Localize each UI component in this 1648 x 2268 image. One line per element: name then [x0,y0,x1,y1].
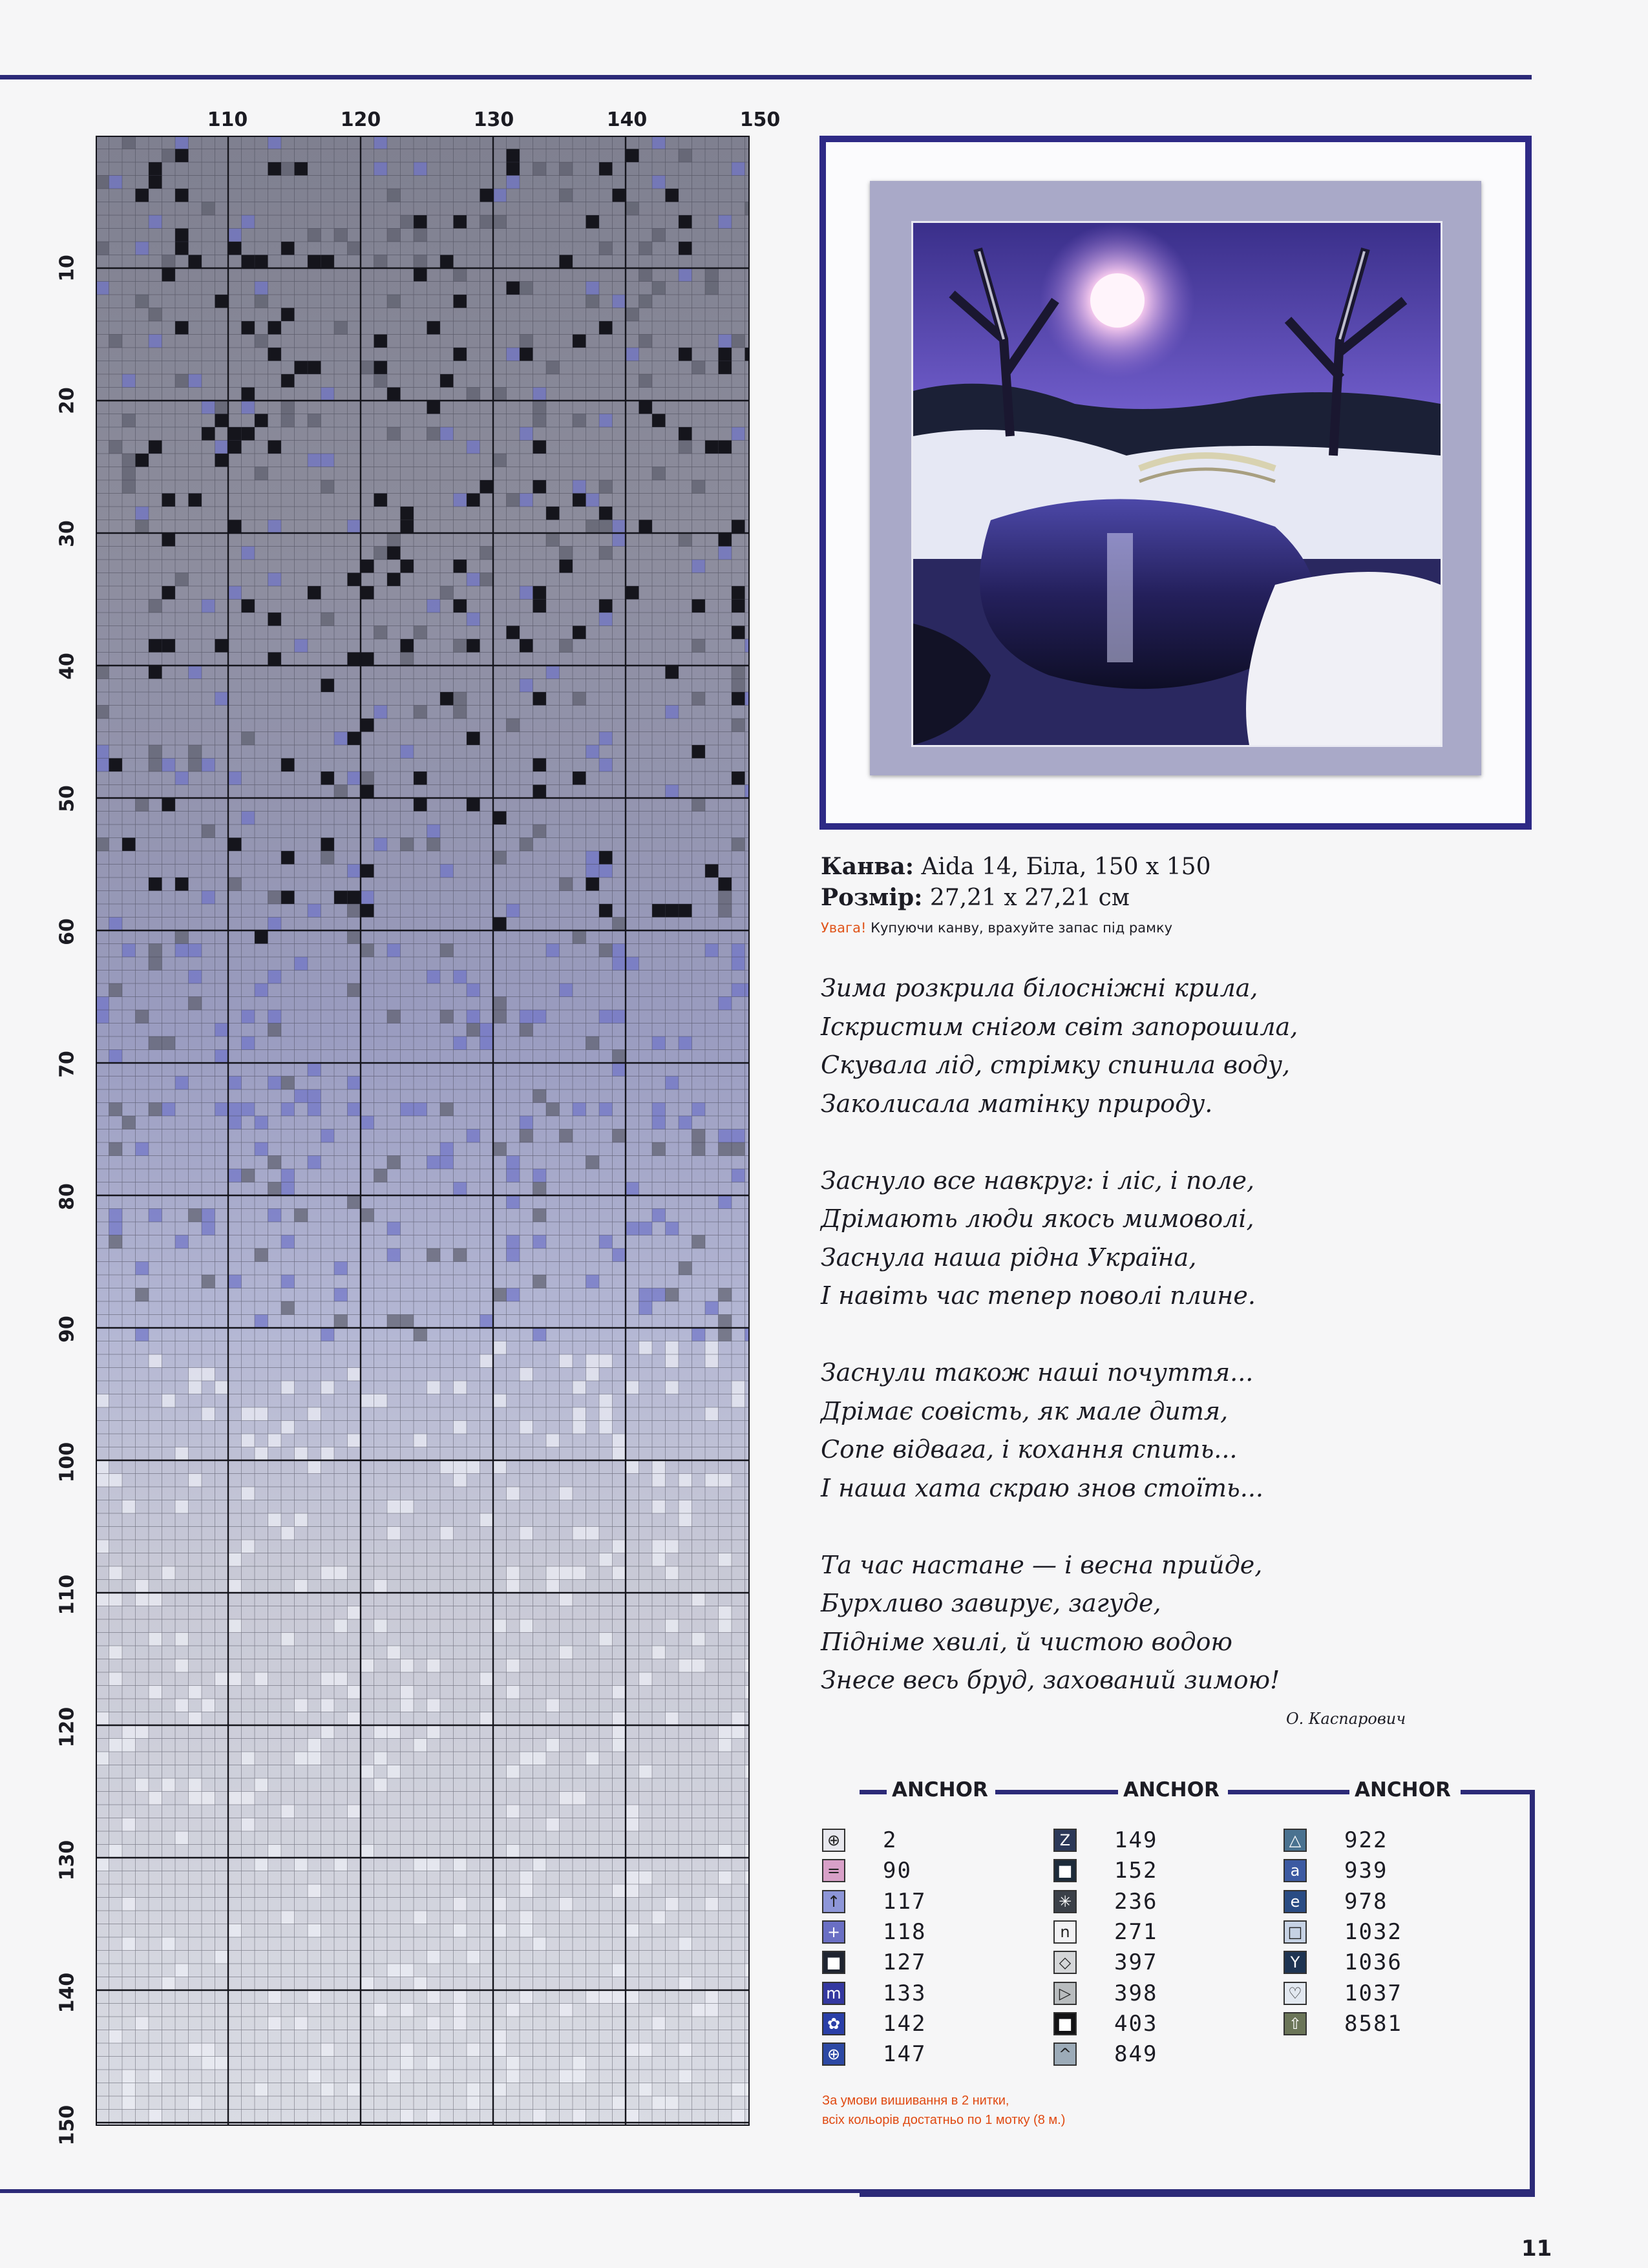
top-axis-label: 110 [207,109,248,131]
key-header-2: ANCHOR [1118,1778,1225,1801]
anchor-code: 271 [1114,1918,1158,1945]
poem-stanza [821,1162,1402,1316]
size-spec [821,884,1130,911]
key-entry [822,1948,926,1977]
poem-line: І наша хата скраю знов стоїть... [821,1473,1263,1502]
canvas-spec [821,853,1210,880]
poem-line: Дрімає совість, як мале дитя, [821,1396,1229,1425]
anchor-code: 2 [883,1827,898,1853]
anchor-code: 147 [883,2041,927,2068]
key-rule [1228,1790,1351,1794]
key-entry [1284,1918,1402,1946]
warning-label: Увага! [821,920,867,936]
poem-line: Підніме хвилі, й чистою водою [821,1627,1232,1656]
size-label: Розмір: [821,884,923,911]
poem-line: Та час настане — і весна прийде, [821,1550,1263,1579]
poem-stanza [821,1354,1402,1507]
key-entry [1053,1856,1157,1885]
warning-text: Купуючи канву, врахуйте запас під рамку [871,920,1173,936]
size-value: 27,21 х 27,21 см [929,885,1130,911]
color-key-box [860,1790,1535,2197]
left-axis-label: 20 [56,387,79,415]
poem-line: Заснуло все навкруг: і ліс, і поле, [821,1166,1255,1195]
key-entry [1053,2010,1157,2038]
poem [821,969,1402,1738]
left-axis-label: 80 [56,1183,79,1210]
thread-swatch: □ [1284,1920,1307,1944]
anchor-code: 152 [1114,1858,1158,1884]
left-axis-label: 110 [56,1574,79,1615]
thread-note-line: За умови вишивання в 2 нитки, [822,2094,1009,2108]
left-axis-label: 150 [56,2105,79,2146]
anchor-code: 398 [1114,1980,1158,2006]
key-entry [1284,1887,1388,1916]
poem-line: Заколисала матінку природу. [821,1089,1213,1118]
thread-swatch: ⊕ [822,1829,845,1852]
anchor-code: 397 [1114,1949,1158,1976]
anchor-code: 1032 [1344,1918,1402,1945]
key-entry [1053,2040,1157,2068]
thread-swatch: a [1284,1859,1307,1882]
anchor-code: 127 [883,1949,927,1976]
poem-line: Заснула наша рідна Україна, [821,1243,1197,1272]
key-entry [1284,2010,1402,2038]
thread-swatch: ▷ [1053,1982,1077,2005]
thread-swatch: n [1053,1920,1077,1944]
thread-swatch: ◇ [1053,1951,1077,1974]
anchor-code: 922 [1344,1827,1388,1853]
poem-line: І навіть час тепер поволі плине. [821,1281,1256,1310]
key-entry [1284,1826,1388,1854]
anchor-code: 236 [1114,1888,1158,1915]
cross-stitch-chart [96,136,750,2126]
key-entry [822,2010,926,2038]
key-entry [1053,1979,1157,2008]
top-axis-label: 140 [606,109,648,131]
poem-line: Бурхливо завирує, загуде, [821,1589,1161,1617]
left-axis-label: 140 [56,1972,79,2013]
thread-swatch: Z [1053,1829,1077,1852]
anchor-code: 849 [1114,2041,1158,2068]
finished-embroidery-photo [911,221,1442,747]
thread-swatch: ♡ [1284,1982,1307,2005]
thread-swatch: ⊕ [822,2042,845,2066]
left-axis-label: 40 [56,653,79,680]
thread-swatch: m [822,1982,845,2005]
anchor-code: 1037 [1344,1980,1402,2006]
key-entry [822,2040,926,2068]
canvas-value: Aida 14, Біла, 150 х 150 [921,854,1211,880]
thread-swatch: ■ [1053,1859,1077,1882]
key-entry [1284,1948,1402,1977]
key-entry [822,1826,897,1854]
left-axis-label: 10 [56,255,79,282]
poem-line: Сопе відвага, і кохання спить... [821,1435,1238,1464]
poem-line: Знесе весь бруд, захований зимою! [821,1666,1280,1694]
key-entry [822,1918,926,1946]
thread-swatch: ✿ [822,2012,845,2035]
top-axis-label: 150 [739,109,781,131]
canvas-label: Канва: [821,853,914,880]
left-axis-label: 90 [56,1316,79,1343]
poem-line: Скувала лід, стрімку спинила воду, [821,1051,1291,1079]
key-rule [1461,1790,1535,1794]
poem-line: Зима розкрила білосніжні крила, [821,974,1258,1002]
left-axis-label: 60 [56,918,79,945]
poem-author: О. Каспарович [1286,1710,1406,1728]
anchor-code: 142 [883,2010,927,2037]
key-entry [822,1856,912,1885]
poem-line: Дрімають люди якось мимоволі, [821,1204,1254,1233]
left-axis-label: 130 [56,1840,79,1880]
thread-swatch: = [822,1859,845,1882]
anchor-code: 90 [883,1858,912,1884]
top-axis-label: 130 [473,109,514,131]
thread-swatch: ■ [1053,2012,1077,2035]
thread-swatch: Y [1284,1951,1307,1974]
key-header-1: ANCHOR [887,1778,993,1801]
thread-swatch: △ [1284,1829,1307,1852]
top-rule [0,75,1532,79]
left-axis-label: 70 [56,1050,79,1078]
key-header-3: ANCHOR [1349,1778,1456,1801]
key-rule [995,1790,1125,1794]
top-axis-label: 120 [340,109,381,131]
left-axis-label: 30 [56,520,79,547]
key-entry [1284,1856,1388,1885]
thread-swatch: ■ [822,1951,845,1974]
warning-note [821,920,1172,936]
left-axis-label: 120 [56,1706,79,1748]
anchor-code: 149 [1114,1827,1158,1853]
anchor-code: 403 [1114,2010,1158,2037]
key-entry [1053,1887,1157,1916]
anchor-code: 133 [883,1980,927,2006]
anchor-code: 978 [1344,1888,1388,1915]
key-entry [1284,1979,1402,2008]
anchor-code: 118 [883,1918,927,1945]
key-entry [822,1887,926,1916]
thread-note-line: всіх кольорів достатньо по 1 мотку (8 м.) [822,2113,1066,2127]
key-entry [1053,1826,1157,1854]
thread-swatch: ↑ [822,1890,845,1913]
thread-swatch: + [822,1920,845,1944]
left-axis-label: 100 [56,1442,79,1482]
key-entry [1053,1948,1157,1977]
poem-line: Іскристим снігом світ запорошила, [821,1012,1298,1041]
key-entry [1053,1918,1157,1946]
poem-stanza [821,1546,1402,1700]
key-entry [822,1979,926,2008]
anchor-code: 117 [883,1888,927,1915]
anchor-code: 1036 [1344,1949,1402,1976]
thread-swatch: e [1284,1890,1307,1913]
thread-swatch: ^ [1053,2042,1077,2066]
anchor-code: 939 [1344,1858,1388,1884]
thread-swatch: ⇧ [1284,2012,1307,2035]
poem-line: Заснули також наші почуття... [821,1358,1254,1387]
thread-note [822,2091,1065,2130]
anchor-code: 8581 [1344,2010,1402,2037]
page-number: 11 [1521,2236,1552,2262]
poem-stanza [821,969,1402,1123]
thread-swatch: ✳ [1053,1890,1077,1913]
left-axis-label: 50 [56,785,79,813]
